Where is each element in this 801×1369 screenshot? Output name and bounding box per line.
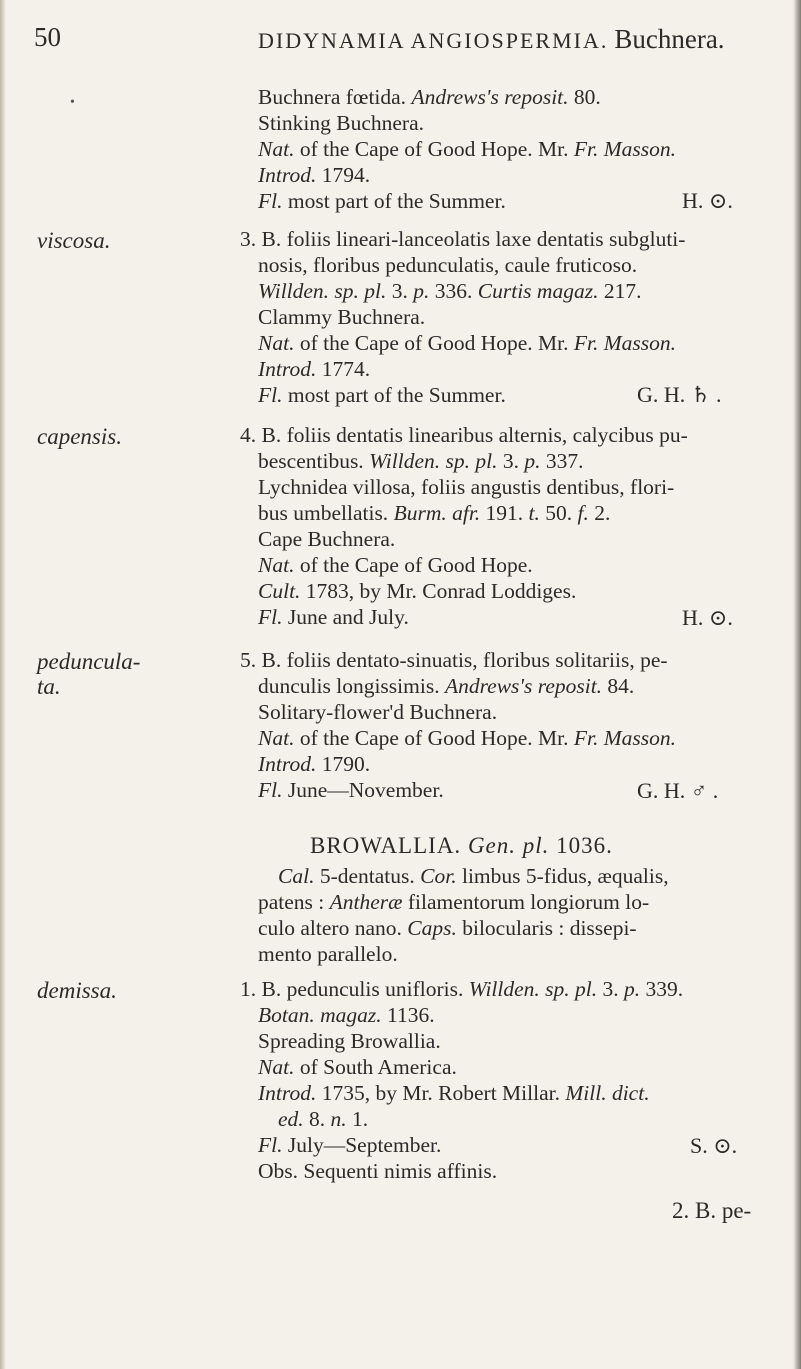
- italic-segment: Botan. magaz.: [258, 1003, 382, 1027]
- entry-line: Fl. most part of the Summer.: [258, 189, 506, 213]
- entry-line: Cape Buchnera.: [258, 527, 396, 551]
- italic-segment: Nat.: [258, 137, 295, 161]
- entry-line: Nat. of the Cape of Good Hope.: [258, 553, 533, 577]
- entry-line: Clammy Buchnera.: [258, 305, 426, 329]
- observation-line: Obs. Sequenti nimis affinis.: [258, 1159, 498, 1183]
- italic-segment: Introd.: [258, 163, 317, 187]
- italic-segment: Andrews's reposit.: [411, 85, 569, 109]
- margin-species-name: capensis.: [37, 424, 122, 449]
- entry-line: Stinking Buchnera.: [258, 111, 425, 135]
- entry-line: Willden. sp. pl. 3. p. 336. Curtis magaz. 217.: [258, 279, 642, 303]
- italic-segment: Cult.: [258, 579, 301, 603]
- italic-segment: Willden. sp. pl.: [258, 279, 387, 303]
- italic-segment: Fl.: [258, 1133, 283, 1157]
- italic-segment: Introd.: [258, 357, 317, 381]
- entry-line: bus umbellatis. Burm. afr. 191. t. 50. f. 2.: [258, 501, 611, 525]
- genus-description-line: mento parallelo.: [258, 942, 398, 966]
- italic-segment: Gen. pl.: [467, 833, 550, 858]
- italic-segment: Willden. sp. pl.: [468, 977, 598, 1001]
- page-left-edge: [0, 0, 6, 1369]
- italic-segment: Curtis magaz.: [477, 279, 599, 303]
- habitat-tag: H. ⊙.: [682, 188, 733, 213]
- entry-line: 1. B. pedunculis unifloris. Willden. sp. pl. 3. p. 339.: [240, 977, 684, 1001]
- entry-line: ed. 8. n. 1.: [278, 1107, 369, 1131]
- italic-segment: Fl.: [258, 383, 283, 407]
- entry-line: dunculis longissimis. Andrews's reposit. 84.: [258, 674, 635, 698]
- entry-line: bescentibus. Willden. sp. pl. 3. p. 337.: [258, 449, 584, 473]
- running-genus: Buchnera.: [614, 24, 725, 54]
- entry-line: Fl. July—September.: [258, 1133, 442, 1157]
- running-title: DIDYNAMIA ANGIOSPERMIA. Buchnera.: [258, 24, 725, 54]
- italic-segment: p.: [413, 279, 430, 303]
- entry-line: Fl. June—November.: [258, 778, 444, 802]
- page-right-edge: [793, 0, 801, 1369]
- margin-species-name-cont: ta.: [37, 674, 61, 699]
- running-header: [0, 22, 801, 62]
- italic-segment: Nat.: [258, 331, 295, 355]
- italic-segment: Mill. dict.: [565, 1081, 650, 1105]
- italic-segment: f.: [577, 501, 589, 525]
- italic-segment: Willden. sp. pl.: [369, 449, 498, 473]
- genus-heading: BROWALLIA. Gen. pl. 1036.: [310, 833, 613, 858]
- entry-line: Lychnidea villosa, foliis angustis dentibus, flori-: [258, 475, 675, 499]
- entry-line: Introd. 1735, by Mr. Robert Millar. Mill. dict.: [258, 1081, 650, 1105]
- italic-segment: Antheræ: [329, 890, 403, 914]
- entry-line: Cult. 1783, by Mr. Conrad Loddiges.: [258, 579, 577, 603]
- entry-line: Nat. of the Cape of Good Hope. Mr. Fr. Masson.: [258, 137, 677, 161]
- entry-line: 3. B. foliis lineari-lanceolatis laxe dentatis subgluti-: [240, 227, 686, 251]
- entry-line: Nat. of the Cape of Good Hope. Mr. Fr. Masson.: [258, 726, 677, 750]
- catchword: 2. B. pe-: [672, 1198, 752, 1223]
- margin-species-name: peduncula-: [37, 649, 141, 674]
- entry-line: Buchnera fœtida. Andrews's reposit. 80.: [258, 85, 601, 109]
- entry-line: nosis, floribus pedunculatis, caule fruticoso.: [258, 253, 638, 277]
- margin-species-name: demissa.: [37, 978, 117, 1003]
- habitat-tag: H. ⊙.: [682, 605, 733, 630]
- italic-segment: Nat.: [258, 726, 295, 750]
- italic-segment: Introd.: [258, 1081, 317, 1105]
- habitat-tag: S. ⊙.: [690, 1133, 738, 1158]
- italic-segment: p.: [624, 977, 641, 1001]
- page-number: 50: [34, 22, 61, 52]
- italic-segment: Nat.: [258, 1055, 295, 1079]
- italic-segment: Cor.: [420, 864, 457, 888]
- margin-dot: •: [70, 95, 75, 110]
- entry-line: Fl. June and July.: [258, 605, 409, 629]
- entry-line: Introd. 1790.: [258, 752, 371, 776]
- entry-line: 5. B. foliis dentato-sinuatis, floribus solitariis, pe-: [240, 648, 668, 672]
- entry-line: Fl. most part of the Summer.: [258, 383, 506, 407]
- italic-segment: t.: [528, 501, 540, 525]
- entry-line: Nat. of South America.: [258, 1055, 457, 1079]
- italic-segment: Fr. Masson.: [573, 726, 677, 750]
- entry-line: Spreading Browallia.: [258, 1029, 441, 1053]
- italic-segment: Andrews's reposit.: [444, 674, 603, 698]
- italic-segment: p.: [524, 449, 541, 473]
- genus-description-line: Cal. 5-dentatus. Cor. limbus 5-fidus, æqualis,: [278, 864, 669, 888]
- habitat-tag: G. H. ♂ .: [637, 778, 719, 803]
- italic-segment: Nat.: [258, 553, 295, 577]
- italic-segment: ed.: [278, 1107, 304, 1131]
- genus-description-line: culo altero nano. Caps. bilocularis : dissepi-: [258, 916, 637, 940]
- italic-segment: Cal.: [278, 864, 315, 888]
- italic-segment: Introd.: [258, 752, 317, 776]
- entry-line: Solitary-flower'd Buchnera.: [258, 700, 498, 724]
- italic-segment: Fl.: [258, 189, 283, 213]
- italic-segment: Fr. Masson.: [573, 331, 677, 355]
- italic-segment: Fl.: [258, 605, 283, 629]
- italic-segment: Burm. afr.: [393, 501, 481, 525]
- italic-segment: Fr. Masson.: [573, 137, 677, 161]
- italic-segment: n.: [330, 1107, 347, 1131]
- margin-species-name: viscosa.: [37, 228, 111, 253]
- entry-line: Introd. 1774.: [258, 357, 371, 381]
- entry-line: 4. B. foliis dentatis linearibus alternis, calycibus pu-: [240, 423, 688, 447]
- entry-line: Botan. magaz. 1136.: [258, 1003, 435, 1027]
- entry-line: Nat. of the Cape of Good Hope. Mr. Fr. Masson.: [258, 331, 677, 355]
- italic-segment: Fl.: [258, 778, 283, 802]
- italic-segment: Caps.: [407, 916, 457, 940]
- entry-line: Introd. 1794.: [258, 163, 371, 187]
- habitat-tag: G. H. ♄ .: [637, 382, 722, 407]
- genus-description-line: patens : Antheræ filamentorum longiorum lo-: [258, 890, 650, 914]
